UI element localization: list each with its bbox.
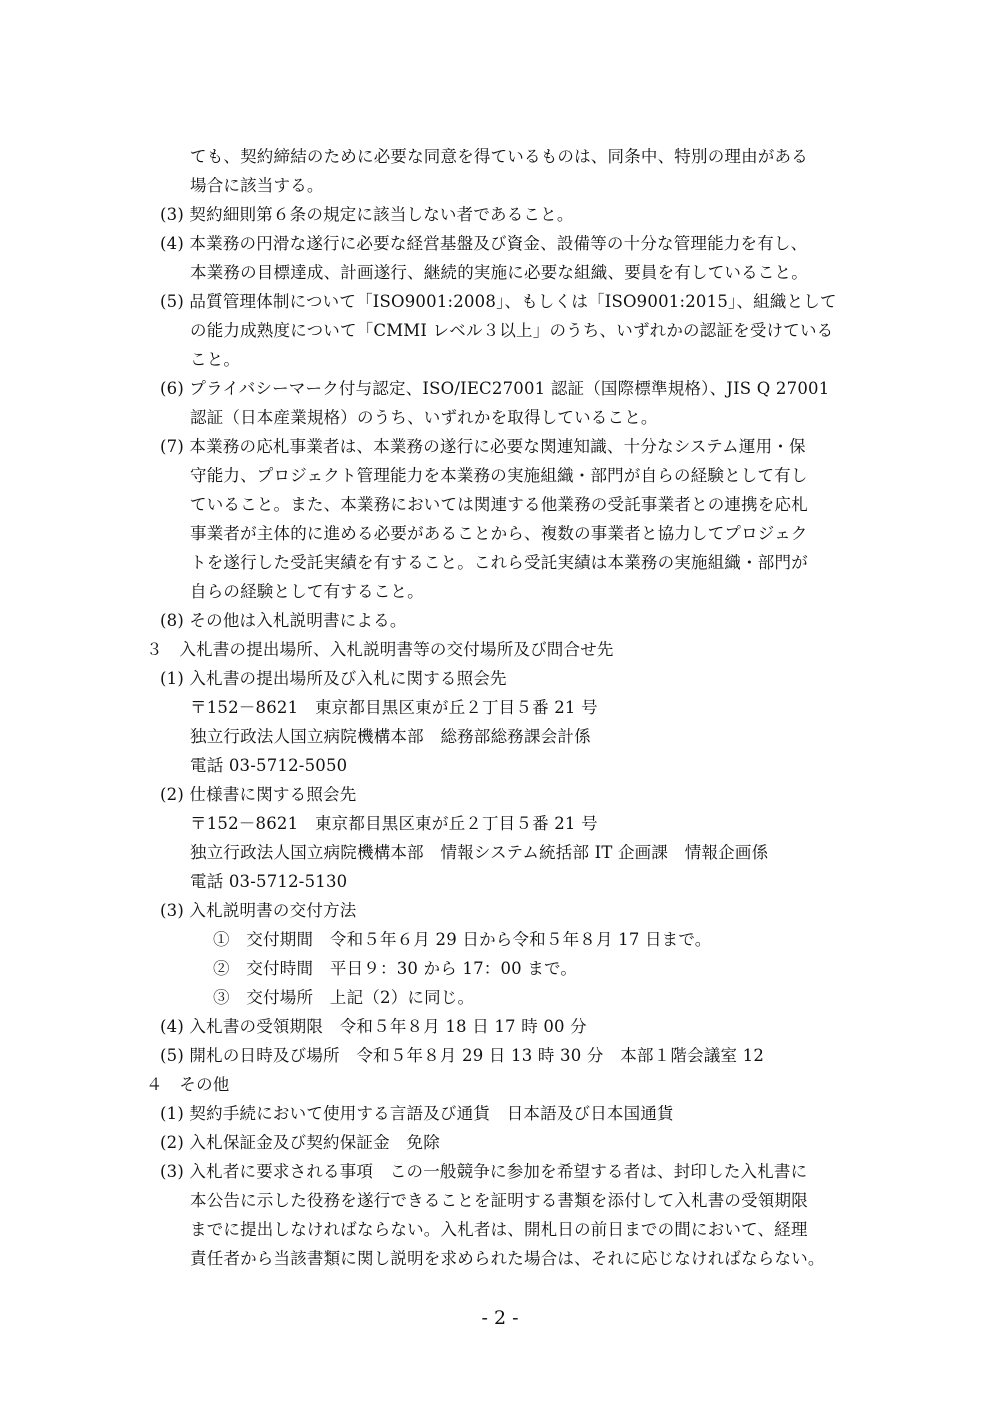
department-line-1: 独立行政法人国立病院機構本部 総務部総務課会計係 bbox=[190, 727, 591, 746]
text-line-10: 認証（日本産業規格）のうち、いずれかを取得していること。 bbox=[190, 408, 658, 427]
text-line-08: こと。 bbox=[190, 350, 241, 369]
phone-line-1: 電話 03-5712-5050 bbox=[190, 756, 348, 775]
text-line-06: (5) 品質管理体制について「ISO9001:2008」、もしくは「ISO9001:2015」、組織として bbox=[160, 292, 837, 311]
text-line-09: (6) プライバシーマーク付与認定、ISO/IEC27001 認証（国際標準規格）、JIS Q 27001 bbox=[160, 379, 830, 398]
text-line-36: (3) 入札者に要求される事項 この一般競争に参加を希望する者は、封印した入札書に bbox=[160, 1162, 808, 1181]
text-line-19: (1) 入札書の提出場所及び入札に関する照会先 bbox=[160, 669, 507, 688]
text-line-11: (7) 本業務の応札事業者は、本業務の遂行に必要な関連知識、十分なシステム運用・保 bbox=[160, 437, 806, 456]
delivery-place: ③ 交付場所 上記（2）に同じ。 bbox=[213, 988, 475, 1007]
text-line-16: 自らの経験として有すること。 bbox=[190, 582, 424, 601]
delivery-period: ① 交付期間 令和５年６月 29 日から令和５年８月 17 日まで。 bbox=[213, 930, 712, 949]
text-line-02: 場合に該当する。 bbox=[190, 176, 324, 195]
text-line-01: ても、契約締結のために必要な同意を得ているものは、同条中、特別の理由がある bbox=[190, 147, 808, 166]
text-line-37: 本公告に示した役務を遂行できることを証明する書類を添付して入札書の受領期限 bbox=[190, 1191, 808, 1210]
text-line-03: (3) 契約細則第６条の規定に該当しない者であること。 bbox=[160, 205, 574, 224]
text-line-35: (2) 入札保証金及び契約保証金 免除 bbox=[160, 1133, 440, 1152]
text-line-34: (1) 契約手続において使用する言語及び通貨 日本語及び日本国通貨 bbox=[160, 1104, 674, 1123]
text-line-31: (4) 入札書の受領期限 令和５年８月 18 日 17 時 00 分 bbox=[160, 1017, 587, 1036]
address-line-1: 〒152－8621 東京都目黒区東が丘２丁目５番 21 号 bbox=[190, 698, 598, 717]
text-line-32: (5) 開札の日時及び場所 令和５年８月 29 日 13 時 30 分 本部１階会議室 12 bbox=[160, 1046, 765, 1065]
page-number: - 2 - bbox=[481, 1307, 519, 1329]
delivery-time: ② 交付時間 平日９：30 から 17：00 まで。 bbox=[213, 959, 578, 978]
text-line-14: 事業者が主体的に進める必要があることから、複数の事業者と協力してプロジェク bbox=[190, 524, 808, 543]
phone-line-2: 電話 03-5712-5130 bbox=[190, 872, 348, 891]
text-line-05: 本業務の目標達成、計画遂行、継続的実施に必要な組織、要員を有していること。 bbox=[190, 263, 808, 282]
text-line-12: 守能力、プロジェクト管理能力を本業務の実施組織・部門が自らの経験として有し bbox=[190, 466, 808, 485]
address-line-2: 〒152－8621 東京都目黒区東が丘２丁目５番 21 号 bbox=[190, 814, 598, 833]
text-line-04: (4) 本業務の円滑な遂行に必要な経営基盤及び資金、設備等の十分な管理能力を有し、 bbox=[160, 234, 808, 253]
department-line-2: 独立行政法人国立病院機構本部 情報システム統括部 IT 企画課 情報企画係 bbox=[190, 843, 769, 862]
text-line-07: の能力成熟度について「CMMI レベル３以上」のうち、いずれかの認証を受けている bbox=[190, 321, 834, 340]
text-line-38: までに提出しなければならない。入札者は、開札日の前日までの間において、経理 bbox=[190, 1220, 808, 1239]
section-heading-4: ４ その他 bbox=[146, 1075, 230, 1094]
text-line-13: ていること。また、本業務においては関連する他業務の受託事業者との連携を応札 bbox=[190, 495, 808, 514]
text-line-39: 責任者から当該書類に関し説明を求められた場合は、それに応じなければならない。 bbox=[190, 1249, 825, 1268]
text-line-27: (3) 入札説明書の交付方法 bbox=[160, 901, 357, 920]
text-line-23: (2) 仕様書に関する照会先 bbox=[160, 785, 357, 804]
text-line-15: トを遂行した受託実績を有すること。これら受託実績は本業務の実施組織・部門が bbox=[190, 553, 808, 572]
section-heading-3: ３ 入札書の提出場所、入札説明書等の交付場所及び問合せ先 bbox=[146, 640, 614, 659]
text-line-17: (8) その他は入札説明書による。 bbox=[160, 611, 407, 630]
